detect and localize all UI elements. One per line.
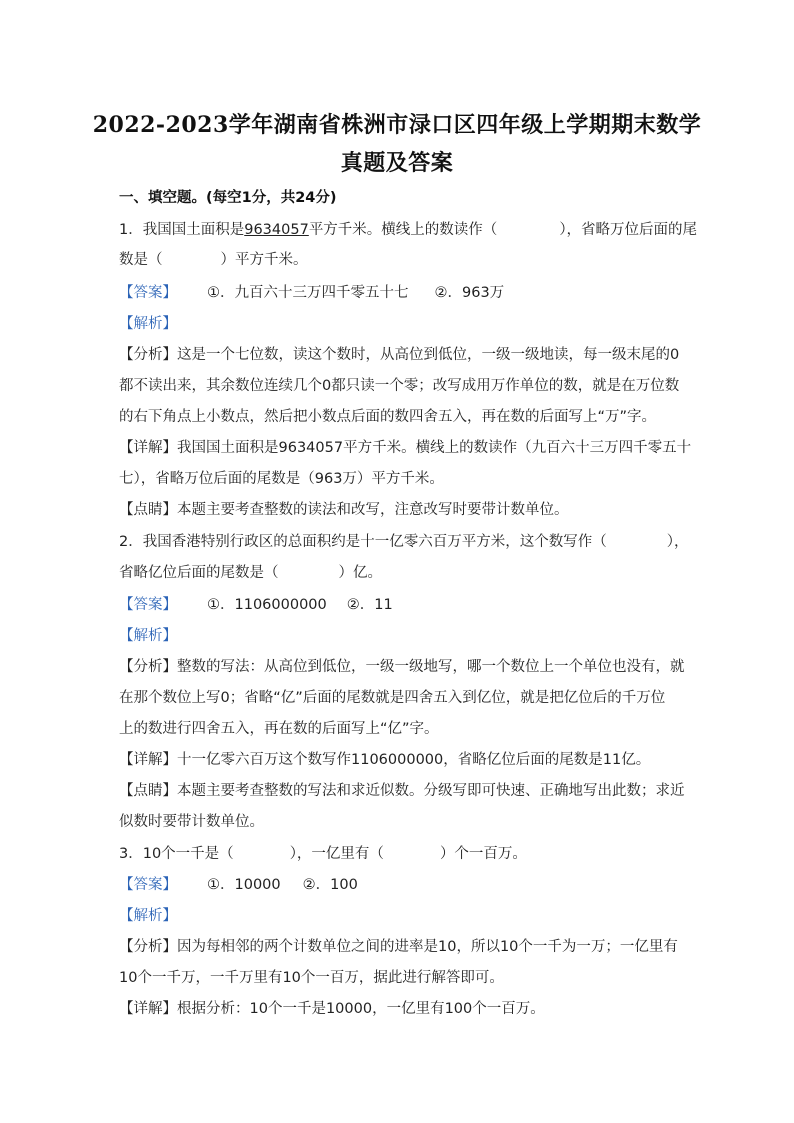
detail-tag: 【详解】: [119, 440, 177, 456]
question-1-line-2: [119, 248, 689, 269]
q1-detail-line-2: 七），省略万位后面的尾数是（963万）平方千米。: [119, 471, 444, 487]
q3-answer-2: ②．100: [302, 877, 358, 893]
q2-detail-line-1: [119, 748, 689, 769]
q3-analysis-heading: [119, 904, 689, 925]
q3-answer: [119, 873, 689, 894]
q1-underlined-number: 9634057: [244, 222, 309, 238]
question-3-line-1: [119, 842, 689, 863]
analysis-heading-tag: 【解析】: [119, 908, 177, 924]
q1-analysis-text-1: 这是一个七位数，读这个数时，从高位到低位，一级一级地读，每一级末尾的0: [177, 347, 680, 363]
question-1-line-1: [119, 218, 698, 239]
q1-answer-2: ②．963万: [434, 285, 505, 301]
q2-analysis-text-1: 整数的写法：从高位到低位，一级一级地写，哪一个数位上一个单位也没有，就: [177, 659, 685, 675]
q1-answer-1: ①．九百六十三万四千零五十七: [207, 285, 409, 301]
q2-text-b: ），: [666, 534, 689, 550]
q3-analysis-line-2: 10个一千万，一千万里有10个一百万，据此进行解答即可。: [119, 970, 504, 986]
q1-text-c: ），省略万位后面的尾: [559, 222, 698, 238]
q2-comment-text-1: 本题主要考查整数的写法和求近似数。分级写即可快速、正确地写出此数；求近: [177, 783, 685, 799]
question-2-line-2: [119, 561, 689, 582]
q1-analysis-line-2: 都不读出来，其余数位连续几个0都只读一个零；改写成用万作单位的数，就是在万位数: [119, 378, 680, 394]
q1-detail-text-1: 我国国土面积是9634057平方千米。横线上的数读作（九百六十三万四千零五十: [177, 440, 692, 456]
q2-text-a: 2．我国香港特别行政区的总面积约是十一亿零六百万平方米，这个数写作（: [119, 534, 607, 550]
section-heading: 一、填空题。(每空1分，共24分): [119, 190, 337, 206]
q1-analysis-heading: [119, 312, 689, 333]
q3-detail-text-1: 根据分析：10个一千是10000，一亿里有100个一百万。: [177, 1001, 545, 1017]
comment-tag: 【点睛】: [119, 783, 177, 799]
q2-analysis-line-2: 在那个数位上写0；省略“亿”后面的尾数就是四舍五入到亿位，就是把亿位后的千万位: [119, 690, 666, 706]
q1-text-d: 数是（: [119, 252, 163, 268]
q2-comment-line-1: [119, 779, 689, 800]
q2-analysis-line-1: [119, 655, 689, 676]
q1-text-a: 1．我国国土面积是: [119, 222, 245, 238]
analysis-tag: 【分析】: [119, 939, 177, 955]
document-title-line-1: 2022-2023学年湖南省株洲市渌口区四年级上学期期末数学: [92, 112, 702, 138]
q1-comment-line-1: [119, 498, 689, 519]
answer-tag: 【答案】: [119, 877, 177, 893]
q3-answer-1: ①．10000: [207, 877, 281, 893]
q1-detail-line-1: [119, 436, 692, 457]
q3-text-c: ）个一百万。: [439, 846, 527, 862]
detail-tag: 【详解】: [119, 1001, 177, 1017]
detail-tag: 【详解】: [119, 752, 177, 768]
q2-text-d: ）亿。: [338, 565, 382, 581]
q2-answer: [119, 593, 689, 614]
q3-analysis-line-1: [119, 935, 689, 956]
q2-answer-2: ②．11: [346, 597, 393, 613]
q2-detail-text-1: 十一亿零六百万这个数写作1106000000，省略亿位后面的尾数是11亿。: [177, 752, 651, 768]
q2-text-c: 省略亿位后面的尾数是（: [119, 565, 279, 581]
q1-text-b: 平方千米。横线上的数读作（: [308, 222, 498, 238]
q2-analysis-line-3: 上的数进行四舍五入，再在数的后面写上“亿”字。: [119, 721, 439, 737]
document-title-line-2: 真题及答案: [340, 150, 454, 176]
q1-answer: [119, 281, 689, 302]
answer-tag: 【答案】: [119, 285, 177, 301]
q2-analysis-heading: [119, 624, 689, 645]
q1-comment-text-1: 本题主要考查整数的读法和改写，注意改写时要带计数单位。: [177, 502, 569, 518]
answer-tag: 【答案】: [119, 597, 177, 613]
q2-comment-line-2: 似数时要带计数单位。: [119, 814, 264, 830]
q3-text-a: 3．10个一千是（: [119, 846, 234, 862]
analysis-tag: 【分析】: [119, 659, 177, 675]
analysis-heading-tag: 【解析】: [119, 316, 177, 332]
q1-analysis-line-3: 的右下角点上小数点，然后把小数点后面的数四舍五入，再在数的后面写上“万”字。: [119, 409, 657, 425]
q3-text-b: ），一亿里有（: [289, 846, 384, 862]
q1-analysis-line-1: [119, 343, 689, 364]
q1-text-e: ）平方千米。: [220, 252, 308, 268]
analysis-tag: 【分析】: [119, 347, 177, 363]
comment-tag: 【点睛】: [119, 502, 177, 518]
question-2-line-1: [119, 530, 689, 551]
q3-detail-line-1: [119, 997, 689, 1018]
q3-analysis-text-1: 因为每相邻的两个计数单位之间的进率是10，所以10个一千为一万；一亿里有: [177, 939, 678, 955]
q2-answer-1: ①．1106000000: [207, 597, 327, 613]
analysis-heading-tag: 【解析】: [119, 628, 177, 644]
